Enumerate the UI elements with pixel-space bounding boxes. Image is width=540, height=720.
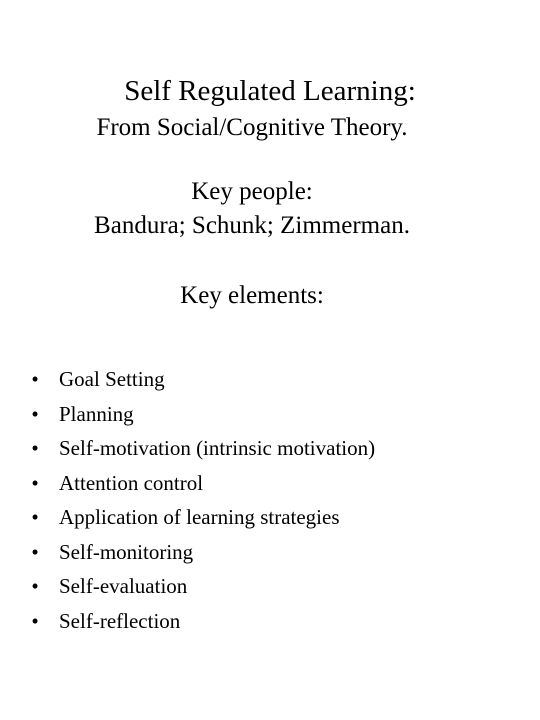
list-item-text: Application of learning strategies <box>59 505 340 529</box>
list-item-text: Self-evaluation <box>59 574 188 598</box>
bullet-icon: • <box>31 436 39 460</box>
bullet-icon: • <box>31 574 39 598</box>
key-people-names: Bandura; Schunk; Zimmerman. <box>94 212 410 239</box>
bullet-icon: • <box>31 539 39 564</box>
key-elements-label: Key elements: <box>180 282 324 309</box>
list-item-text: Self-reflection <box>59 608 181 633</box>
list-item-text: Self-motivation (intrinsic motivation) <box>59 436 376 460</box>
list-item-text: Planning <box>59 401 134 426</box>
slide-title: Self Regulated Learning: <box>124 75 416 107</box>
list-item-text: Goal Setting <box>59 367 165 391</box>
bullet-icon: • <box>31 401 39 426</box>
bullet-icon: • <box>31 608 39 633</box>
list-item-text: Attention control <box>59 470 204 495</box>
bullet-icon: • <box>31 470 39 495</box>
bullet-icon: • <box>31 367 39 391</box>
key-people-label: Key people: <box>191 178 313 205</box>
slide-subtitle: From Social/Cognitive Theory. <box>96 114 408 141</box>
list-item-text: Self-monitoring <box>59 539 194 564</box>
bullet-icon: • <box>31 505 39 529</box>
